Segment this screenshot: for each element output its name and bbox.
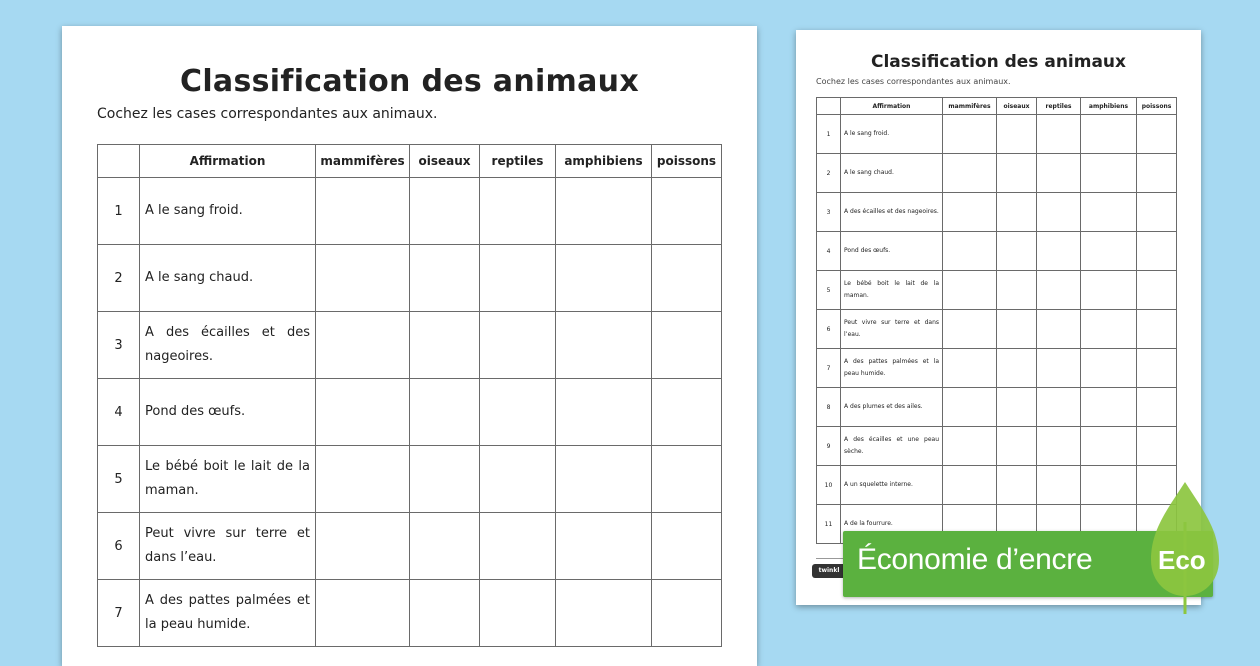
small-checkbox-cell[interactable] [1137,310,1177,349]
small-column-header: Affirmation [841,98,943,115]
checkbox-cell[interactable] [316,580,410,647]
small-table-row [817,154,1177,193]
small-statement-cell: A des écailles et une peau sèche. [841,427,943,466]
row-number: 6 [98,513,140,580]
row-number: 5 [98,446,140,513]
small-checkbox-cell[interactable] [943,310,997,349]
checkbox-cell[interactable] [556,446,652,513]
small-column-header: reptiles [1037,98,1081,115]
small-column-header [817,98,841,115]
small-checkbox-cell[interactable] [1037,466,1081,505]
row-number: 4 [98,379,140,446]
small-checkbox-cell[interactable] [1037,427,1081,466]
worksheet-title-small: Classification des animaux [870,52,1127,72]
checkbox-cell[interactable] [316,446,410,513]
checkbox-cell[interactable] [652,513,722,580]
small-checkbox-cell[interactable] [1137,193,1177,232]
column-header: reptiles [480,145,556,178]
small-statement-cell: A le sang froid. [841,115,943,154]
small-row-number: 1 [817,115,841,154]
table-row [98,312,722,379]
small-table-row [817,427,1177,466]
small-checkbox-cell[interactable] [1081,154,1137,193]
checkbox-cell[interactable] [410,312,480,379]
table-row [98,446,722,513]
small-column-header: amphibiens [1081,98,1137,115]
checkbox-cell[interactable] [652,580,722,647]
ink-saving-label: Économie d’encre [857,543,1093,576]
small-checkbox-cell[interactable] [1137,349,1177,388]
checkbox-cell[interactable] [556,245,652,312]
table-row [98,245,722,312]
small-checkbox-cell[interactable] [943,349,997,388]
small-checkbox-cell[interactable] [943,154,997,193]
small-checkbox-cell[interactable] [1081,115,1137,154]
small-checkbox-cell[interactable] [997,232,1037,271]
statement-cell: A le sang chaud. [140,245,316,312]
header-row [98,145,722,178]
small-checkbox-cell[interactable] [1081,310,1137,349]
small-column-header: mammifères [943,98,997,115]
small-checkbox-cell[interactable] [997,388,1037,427]
small-statement-cell: Le bébé boit le lait de la maman. [841,271,943,310]
small-checkbox-cell[interactable] [1037,232,1081,271]
statement-cell: Le bébé boit le lait de la maman. [140,446,316,513]
small-row-number: 3 [817,193,841,232]
checkbox-cell[interactable] [652,312,722,379]
small-statement-cell: A un squelette interne. [841,466,943,505]
twinkl-logo: twinkl [812,564,846,578]
checkbox-cell[interactable] [316,245,410,312]
checkbox-cell[interactable] [410,379,480,446]
worksheet-instruction: Cochez les cases correspondantes aux animaux. [97,106,438,122]
row-number: 3 [98,312,140,379]
checkbox-cell[interactable] [316,312,410,379]
checkbox-cell[interactable] [556,178,652,245]
checkbox-cell[interactable] [480,580,556,647]
checkbox-cell[interactable] [652,379,722,446]
checkbox-cell[interactable] [652,178,722,245]
small-statement-cell: A des écailles et des nageoires. [841,193,943,232]
small-row-number: 5 [817,271,841,310]
small-checkbox-cell[interactable] [943,388,997,427]
small-checkbox-cell[interactable] [1081,193,1137,232]
small-table-row [817,232,1177,271]
small-checkbox-cell[interactable] [997,466,1037,505]
checkbox-cell[interactable] [556,312,652,379]
checkbox-cell[interactable] [316,379,410,446]
small-checkbox-cell[interactable] [1037,115,1081,154]
statement-cell: Pond des œufs. [140,379,316,446]
row-number: 7 [98,580,140,647]
small-checkbox-cell[interactable] [1037,193,1081,232]
small-checkbox-cell[interactable] [997,349,1037,388]
worksheet-instruction-small: Cochez les cases correspondantes aux animaux. [816,77,1011,86]
worksheet-preview-large [62,26,757,666]
checkbox-cell[interactable] [480,245,556,312]
small-row-number: 8 [817,388,841,427]
small-statement-cell: A de la fourrure. [841,505,943,544]
small-row-number: 10 [817,466,841,505]
classification-table [97,144,722,647]
small-checkbox-cell[interactable] [1137,427,1177,466]
small-checkbox-cell[interactable] [943,466,997,505]
worksheet-preview-small [796,30,1201,605]
small-table-row [817,115,1177,154]
column-header: poissons [652,145,722,178]
checkbox-cell[interactable] [480,312,556,379]
small-checkbox-cell[interactable] [997,271,1037,310]
small-statement-cell: A le sang chaud. [841,154,943,193]
small-table-row [817,193,1177,232]
row-number: 1 [98,178,140,245]
small-table-row [817,466,1177,505]
small-statement-cell: A des pattes palmées et la peau humide. [841,349,943,388]
column-header: mammifères [316,145,410,178]
checkbox-cell[interactable] [410,178,480,245]
checkbox-cell[interactable] [556,379,652,446]
column-header: oiseaux [410,145,480,178]
column-header: amphibiens [556,145,652,178]
table-row [98,379,722,446]
small-row-number: 6 [817,310,841,349]
checkbox-cell[interactable] [652,245,722,312]
checkbox-cell[interactable] [410,513,480,580]
small-checkbox-cell[interactable] [997,310,1037,349]
row-number: 2 [98,245,140,312]
small-statement-cell: Peut vivre sur terre et dans l’eau. [841,310,943,349]
small-column-header: oiseaux [997,98,1037,115]
small-row-number: 7 [817,349,841,388]
checkbox-cell[interactable] [316,178,410,245]
small-statement-cell: A des plumes et des ailes. [841,388,943,427]
small-checkbox-cell[interactable] [1081,388,1137,427]
small-checkbox-cell[interactable] [1037,349,1081,388]
checkbox-cell[interactable] [556,580,652,647]
small-checkbox-cell[interactable] [997,154,1037,193]
eco-tag: Eco [1158,545,1206,575]
small-table-row [817,388,1177,427]
small-checkbox-cell[interactable] [1137,154,1177,193]
checkbox-cell[interactable] [316,513,410,580]
table-row [98,178,722,245]
small-checkbox-cell[interactable] [1137,271,1177,310]
checkbox-cell[interactable] [410,580,480,647]
column-header: Affirmation [140,145,316,178]
checkbox-cell[interactable] [480,513,556,580]
small-checkbox-cell[interactable] [1081,466,1137,505]
small-column-header: poissons [1137,98,1177,115]
checkbox-cell[interactable] [410,245,480,312]
small-checkbox-cell[interactable] [943,115,997,154]
checkbox-cell[interactable] [480,379,556,446]
small-table-row [817,310,1177,349]
classification-table-small [816,97,1177,544]
table-row [98,513,722,580]
small-checkbox-cell[interactable] [1037,271,1081,310]
small-checkbox-cell[interactable] [943,232,997,271]
small-checkbox-cell[interactable] [1037,388,1081,427]
small-row-number: 11 [817,505,841,544]
small-checkbox-cell[interactable] [1081,349,1137,388]
small-checkbox-cell[interactable] [1137,232,1177,271]
checkbox-cell[interactable] [480,178,556,245]
statement-cell: Peut vivre sur terre et dans l’eau. [140,513,316,580]
small-checkbox-cell[interactable] [943,427,997,466]
small-checkbox-cell[interactable] [943,271,997,310]
small-checkbox-cell[interactable] [943,193,997,232]
statement-cell: A des écailles et des nageoires. [140,312,316,379]
small-checkbox-cell[interactable] [997,115,1037,154]
small-checkbox-cell[interactable] [997,427,1037,466]
small-row-number: 4 [817,232,841,271]
small-checkbox-cell[interactable] [1081,232,1137,271]
small-checkbox-cell[interactable] [1081,271,1137,310]
checkbox-cell[interactable] [480,446,556,513]
column-header [98,145,140,178]
small-header-row [817,98,1177,115]
small-checkbox-cell[interactable] [1081,427,1137,466]
small-row-number: 2 [817,154,841,193]
worksheet-title: Classification des animaux [180,64,639,99]
checkbox-cell[interactable] [410,446,480,513]
small-checkbox-cell[interactable] [1137,115,1177,154]
small-table-row [817,271,1177,310]
small-checkbox-cell[interactable] [1037,154,1081,193]
statement-cell: A le sang froid. [140,178,316,245]
small-checkbox-cell[interactable] [1137,388,1177,427]
small-checkbox-cell[interactable] [1037,310,1081,349]
small-statement-cell: Pond des œufs. [841,232,943,271]
small-row-number: 9 [817,427,841,466]
small-checkbox-cell[interactable] [997,193,1037,232]
small-table-row [817,349,1177,388]
table-row [98,580,722,647]
statement-cell: A des pattes palmées et la peau humide. [140,580,316,647]
checkbox-cell[interactable] [652,446,722,513]
checkbox-cell[interactable] [556,513,652,580]
